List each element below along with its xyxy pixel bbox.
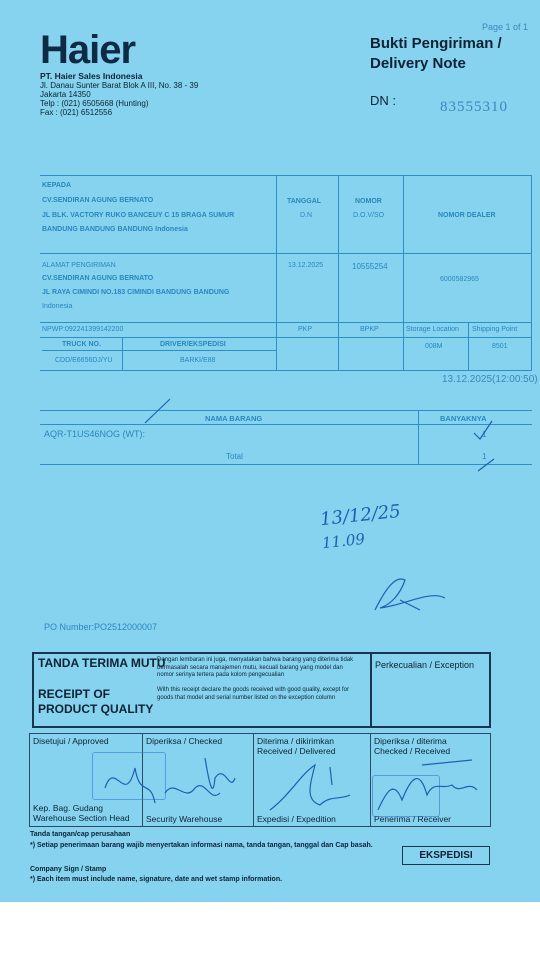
- table-vline-3: [403, 175, 404, 370]
- storage-location-label: Storage Location: [406, 326, 459, 333]
- checked-label: Diperiksa / Checked: [146, 736, 223, 746]
- fax-line: Fax : (021) 6512556: [40, 108, 113, 117]
- driver-label: DRIVER/EKSPEDISI: [160, 341, 226, 348]
- approved-label: Disetujui / Approved: [33, 736, 109, 746]
- npwp: NPWP:092241399142200: [42, 326, 124, 333]
- receipt-left-rule: [32, 652, 34, 728]
- document-title: [370, 34, 502, 74]
- pen-slash-mark: [140, 395, 180, 425]
- transport-divider: [42, 350, 276, 351]
- storage-location-value: 008M: [425, 343, 443, 350]
- table-divider-1: [40, 253, 532, 254]
- total-qty: 1: [482, 452, 487, 461]
- item-name: AQR-T1US46NOG (WT):: [44, 429, 146, 439]
- items-vline: [418, 410, 419, 464]
- items-header-line: [40, 424, 532, 425]
- shipping-date: 13.12.2025: [288, 262, 324, 269]
- customer-city: BANDUNG BANDUNG BANDUNG Indonesia: [42, 226, 188, 233]
- exception-label: Perkecualian / Exception: [375, 660, 475, 670]
- customer-address: JL BLK. VACTORY RUKO BANCEUY C 15 BRAGA SUMUR: [42, 212, 235, 219]
- nomor-sub: D.O.V/SO: [353, 212, 385, 219]
- received-label: Diperiksa / diterima Checked / Received: [374, 736, 451, 756]
- table-top-line: [40, 175, 532, 176]
- tanda-tangan-label: Tanda tangan/cap perusahaan: [30, 831, 131, 838]
- items-top-line: [40, 410, 532, 411]
- ekspedisi-box: EKSPEDISI: [402, 846, 490, 865]
- table-vline-2: [338, 175, 339, 370]
- dn-label: DN :: [370, 93, 396, 108]
- receipt-title: RECEIPT OF PRODUCT QUALITY: [38, 687, 154, 716]
- haier-logo: Haier: [40, 28, 136, 72]
- table-vline-1: [276, 175, 277, 370]
- table-divider-2: [40, 322, 532, 323]
- check-marks: [470, 415, 500, 475]
- address-line-2: Jakarta 14350: [40, 90, 91, 99]
- print-timestamp: 13.12.2025(12:00:50): [442, 374, 538, 385]
- receipt-right-rule: [489, 652, 491, 728]
- tanda-terima-desc: Dengan lembaran ini juga, menyatakan bahwa barang yang diterima tidak bermasalah secara manajemen mutu, kecuali barang yang model dan nomor serinya tertera pada kolom pengecualian: [157, 657, 354, 678]
- nomor-label: NOMOR: [355, 198, 382, 205]
- address-line-1: Jl. Danau Sunter Barat Blok A III, No. 38 - 39: [40, 81, 199, 90]
- company-name: PT. Haier Sales Indonesia: [40, 71, 143, 81]
- receiver-label: Penerima / Receiver: [374, 814, 452, 824]
- customer-name: CV.SENDIRAN AGUNG BERNATO: [42, 197, 154, 204]
- page-indicator: Page 1 of 1: [482, 22, 529, 32]
- nama-barang-label: NAMA BARANG: [205, 414, 263, 423]
- receipt-mid-rule: [370, 652, 372, 728]
- so-number: 10555254: [352, 262, 388, 271]
- sig-vline-3: [370, 733, 371, 827]
- items-bottom-line: [40, 464, 532, 465]
- kepada-label: KEPADA: [42, 182, 72, 189]
- truck-label: TRUCK NO.: [62, 341, 101, 348]
- shipping-point-label: Shipping Point: [472, 326, 518, 333]
- company-sign-label: Company Sign / Stamp: [30, 866, 107, 873]
- title-line-1: Bukti Pengiriman /: [370, 35, 502, 52]
- driver-value: BARKI/E88: [180, 357, 216, 364]
- receipt-desc: With this receipt declare the goods received with good quality, except for goods that model and serial number listed on the exception column: [157, 687, 349, 701]
- phone-line: Telp : (021) 6505668 (Hunting): [40, 99, 149, 108]
- footer-note-1: *) Setiap penerimaan barang wajib menyertakan informasi nama, tanda tangan, tanggal dan Cap basah.: [30, 842, 373, 849]
- title-line-2: Delivery Note: [370, 55, 466, 72]
- handwritten-time: 11.09: [321, 529, 366, 553]
- tanda-terima-title: TANDA TERIMA MUTU: [38, 656, 166, 670]
- receipt-bottom-rule: [32, 726, 490, 728]
- table-divider-3: [40, 337, 532, 338]
- expedition-label: Expedisi / Expedition: [257, 814, 336, 824]
- table-vline-4: [468, 322, 469, 370]
- shipping-point-value: 8501: [492, 343, 508, 350]
- handwritten-signature-4: [372, 750, 487, 820]
- dn-number: 83555310: [440, 99, 508, 115]
- handwritten-signature-1: [360, 560, 450, 620]
- item-qty: 1: [482, 430, 487, 439]
- po-number: PO Number:PO2512000007: [44, 622, 158, 632]
- tanggal-label: TANGGAL: [287, 198, 322, 205]
- handwritten-signature-2: [95, 748, 255, 820]
- bpkp-label: BPKP: [360, 326, 379, 333]
- truck-value: CDD/E6656DJ/YU: [55, 357, 113, 364]
- shipping-name: CV.SENDIRAN AGUNG BERNATO: [42, 275, 154, 282]
- handwritten-signature-3: [260, 755, 360, 815]
- transport-vline: [122, 337, 123, 370]
- tanggal-sub: D.N: [300, 212, 313, 219]
- banyaknya-label: BANYAKNYA: [440, 414, 487, 423]
- footer-note-2: *) Each item must include name, signature, date and wet stamp information.: [30, 876, 283, 883]
- warehouse-head-label: Kep. Bag. Gudang Warehouse Section Head: [33, 803, 130, 823]
- shipping-address: JL RAYA CIMINDI NO.183 CIMINDI BANDUNG BANDUNG: [42, 289, 230, 296]
- total-label: Total: [226, 452, 243, 461]
- shipping-country: Indonesia: [42, 303, 73, 310]
- company-address: [40, 72, 198, 117]
- alamat-label: ALAMAT PENGIRIMAN: [42, 262, 116, 269]
- delivered-label: Diterima / dikirimkan Received / Delivered: [257, 736, 336, 756]
- handwritten-date: 13/12/25: [319, 500, 402, 531]
- dealer-number: 6000582965: [440, 276, 479, 283]
- receipt-top-rule: [32, 652, 490, 654]
- dealer-label: NOMOR DEALER: [438, 212, 496, 219]
- pkp-label: PKP: [298, 326, 313, 333]
- security-label: Security Warehouse: [146, 814, 223, 824]
- table-vline-right: [531, 175, 532, 370]
- table-divider-4: [40, 370, 532, 371]
